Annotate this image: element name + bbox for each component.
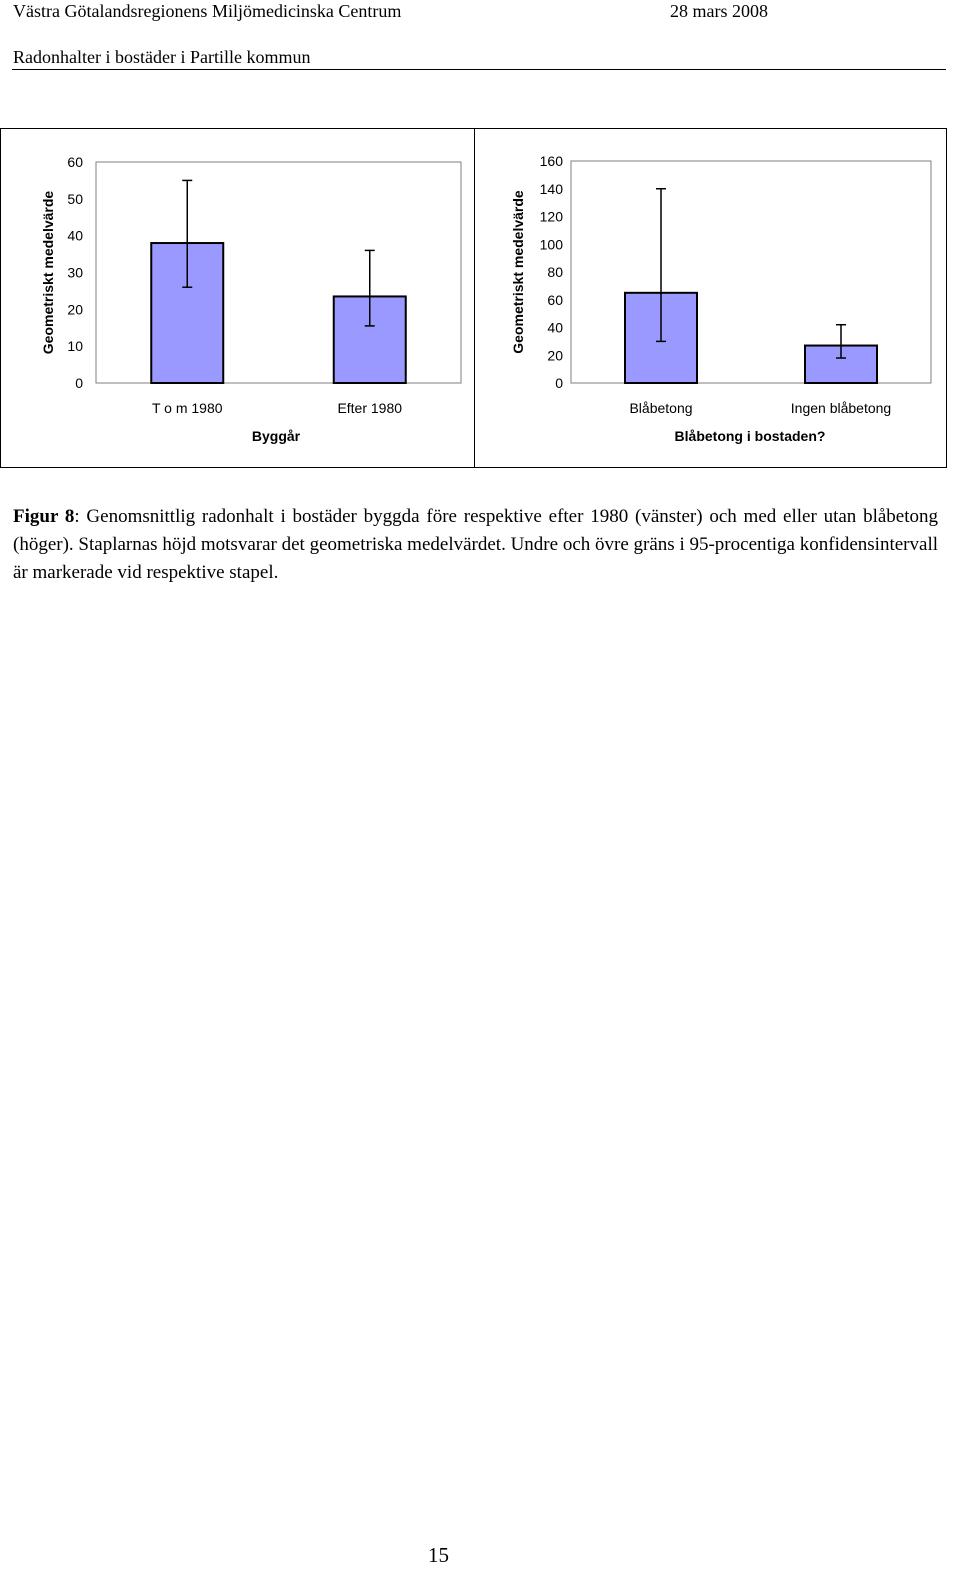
page-number: 15 (428, 1543, 449, 1567)
header-date: 28 mars 2008 (670, 1, 768, 21)
blabetong-ytick-label: 40 (547, 319, 563, 336)
figure-caption (13, 503, 938, 587)
blabetong-ytick-label: 120 (539, 208, 563, 225)
header-organization: Västra Götalandsregionens Miljömedicinska Centrum (13, 1, 402, 21)
blabetong-ytick-label: 140 (539, 180, 563, 197)
chart-byggar-svg (1, 129, 476, 469)
blabetong-xlabel: Blåbetong i bostaden? (674, 428, 826, 444)
byggar-ytick-label: 10 (67, 338, 83, 355)
header-divider (12, 69, 946, 70)
blabetong-ytick-label: 100 (539, 236, 563, 253)
byggar-ytick-label: 40 (67, 227, 83, 244)
blabetong-ytick-label: 60 (547, 291, 563, 308)
blabetong-ytick-label: 80 (547, 264, 563, 280)
byggar-category-label: Efter 1980 (337, 400, 403, 416)
blabetong-ytick-label: 20 (547, 347, 563, 364)
byggar-ylabel: Geometriskt medelvärde (40, 190, 56, 355)
chart-blabetong (474, 128, 947, 468)
byggar-category-label: T o m 1980 (151, 400, 223, 416)
byggar-ytick-label: 50 (67, 190, 83, 207)
byggar-ytick-label: 0 (75, 375, 83, 391)
caption-label: Figur 8 (13, 506, 75, 527)
chart-byggar (0, 128, 475, 468)
blabetong-ytick-label: 0 (555, 375, 563, 391)
byggar-ytick-label: 20 (67, 301, 83, 318)
blabetong-category-label: Ingen blåbetong (790, 400, 892, 416)
caption-text: : Genomsnittlig radonhalt i bostäder byggda före respektive efter 1980 (vänster) och med eller utan blåbetong (höger). Staplarnas höjd motsvarar det geometriska medelvärdet. Undre och övre gräns i 95-procentiga konfidensintervall är markerade vid respektive stapel. (13, 506, 938, 583)
blabetong-category-label: Blåbetong (629, 400, 693, 416)
blabetong-ytick-label: 160 (539, 153, 563, 169)
chart-blabetong-svg (475, 129, 948, 469)
byggar-ytick-label: 30 (67, 264, 83, 281)
blabetong-ylabel: Geometriskt medelvärde (510, 190, 526, 354)
byggar-ytick-label: 60 (67, 154, 83, 170)
byggar-xlabel: Byggår (251, 428, 301, 444)
header-report-title: Radonhalter i bostäder i Partille kommun (13, 47, 311, 67)
